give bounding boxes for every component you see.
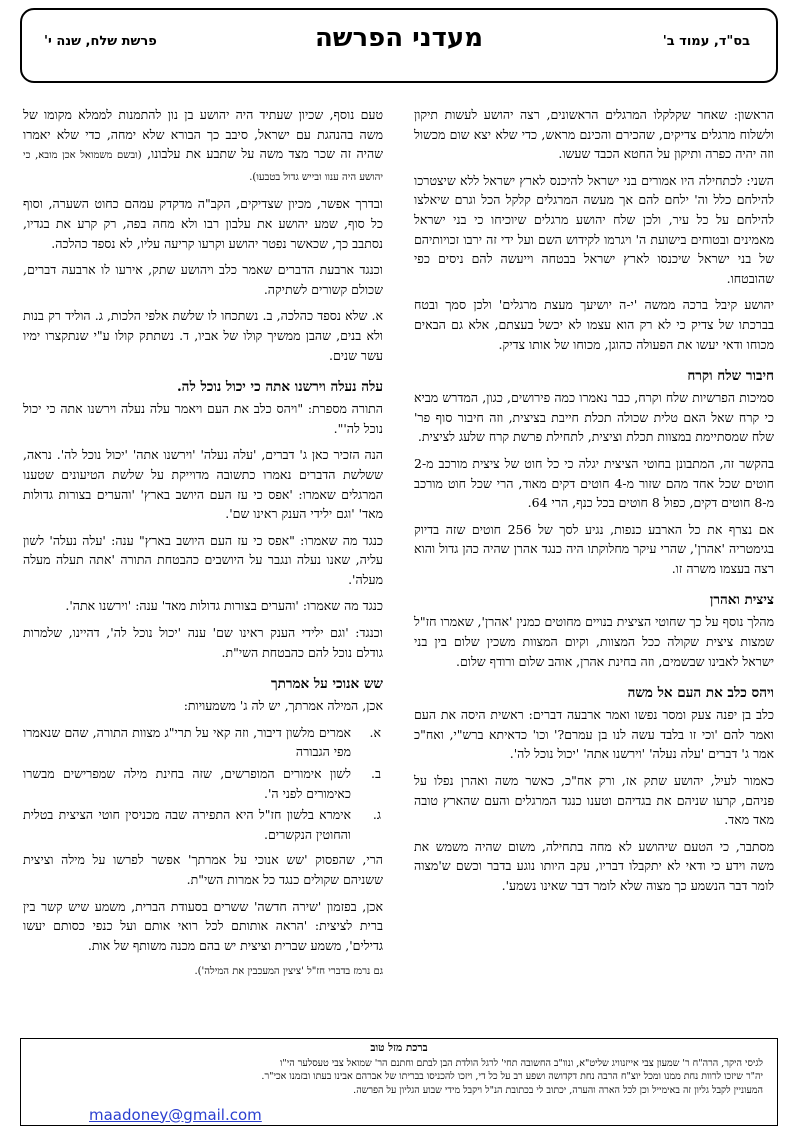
paragraph: אכן, בפזמון 'שירה חדשה' ששרים בסעודת הברית, משמע שיש קשר בין ברית לציצית: 'הראה אותותם לכל רואי אותם ועל כנפי כסותם יעשו גדילים', משמע שברית וציצית יש בהם מכנה משותף של אות. [23,898,383,953]
paragraph-note: גם נרמז בדברי חז"ל 'ציצין המעכבין את המילה'). [194,966,383,978]
section-heading: ציצית ואהרן [709,592,774,609]
paragraph: א. שלא נספד כהלכה, ב. נשתכחו לו שלשת אלפי הלכות, ג. הוליד רק בנות ולא בנים, שהבן ממשיך קולו של אביו, ד. נשתתק קולו ע"י שנתקצרו ימיו עשר שנים. [23,308,383,363]
paragraph: בהקשר זה, המתבונן בחוטי הציצית יגלה כי כל חוט של ציצית מורכב מ-2 חוטים שכל אחד מהם שזור מ-4 חוטים דקים מאוד, הרי שכל חוט מורכב מ-8 חוטים דקים, כפול 8 חוטים בכל כנף, הרי 64. [414,455,775,511]
section-heading: שש אנוכי על אמרתך [271,676,383,693]
section-heading: ויהס כלב את העם אל משה [627,685,774,702]
paragraph-note: (ובשם משמואל אכן מובא, כי יהושע היה ענוו ובייש גדול בטבעו). [23,150,383,183]
page-title: מעדני הפרשה [314,23,484,53]
paragraph: וכנגד: 'וגם ילידי הענק ראינו שם' ענה 'יכול נוכל לה', דהיינו, שלמרות גודלם נוכל להם כהבטחת השי"ת. [23,625,383,660]
paragraph: וכנגד ארבעת הדברים שאמר כלב ויהושע שתק, אירעו לו ארבעה דברים, שכולם קשורים לשתיקה. [23,262,383,297]
paragraph: ובדרך אפשר, מכיון שצדיקים, הקב"ה מדקדק עמהם כחוט השערה, וסוף כל סוף, שמע יהושע את עלבון רבו ולא מחה בפה, רק קרע את בגדיו, נסתבב כך, שכאשר נפטר יהושע וקרעו קריעה עליו, לא נספד כהלכה. [23,196,383,251]
list-item-text: לשון אימורים המופרשים, שזה בחינת מילה שמפרישים מבשרו כאימורים לפני ה'. [23,766,351,801]
left-column [23,105,383,989]
paragraph: הרי, שהפסוק 'שש אנוכי על אמרתך' אפשר לפרשו על מילה וציצית ששניהם שקולים כנגד כל אמרות השי"ת. [23,852,383,887]
subscription-note: המעוניין לקבל גליון זה באימייל וכן לכל הארה והערה, יכתוב לי בכתובת הנ"ל ויקבל מידי שבוע הגליון על הפרשה. [353,1084,763,1096]
list-item [23,764,381,803]
list-marker: א. [369,724,381,740]
meanings-list [23,723,383,845]
blessing-line: יה"ר שיזכו לרוות נחת ממנו ומכל יוצ"ח הרבה נחת דקדושה ושפע רב על כל די, ויזכו להכניסו בבריתו של אברהם אבינו בעתו ובזמנו אכי"ר. [261,1071,763,1082]
paragraph: סמיכות הפרשיות שלח וקרח, כבר נאמרו כמה פירושים, כגון, המדרש מביא כי קרח שאל האם טלית שכולה תכלת חייבת בציצית, וזה חיבור סוף פר' שלח שמסתיימת במצוות תכלת וציצית, לתחילת פרשת קרח שלעג לציצית. [414,390,774,445]
paragraph: כנגד מה שאמרו: 'והערים בצורות גדולות מאד' ענה: 'וירשנו אתה'. [65,598,383,614]
right-column [414,105,774,903]
page-header [20,8,778,83]
section-heading: עלה נעלה וירשנו אתה כי יכול נוכל לה. [176,379,383,396]
paragraph: הראשון: שאחר שקלקלו המרגלים הראשונים, רצה יהושע לעשות תיקון ולשלוח מרגלים צדיקים, שהכירם והכינם מראש, כדי שלא יצא שום מכשול וזה יהיה כפרה ותיקון על החטא הכבד שעשו. [414,107,774,162]
list-item [23,723,381,762]
paragraph: התורה מספרת: "ויהס כלב את העם ויאמר עלה נעלה וירשנו אתה כי יכול נוכל לה'". [23,401,383,436]
list-item-text: אימרא בלשון חז"ל היא התפירה שבה מכניסין חוטי הציצית בטלית והחוטין הנקשרים. [23,807,351,842]
list-item [23,805,381,844]
paragraph: כאמור לעיל, יהושע שתק אז, ורק אח"כ, כאשר משה ואהרן נפלו על פניהם, קרעו שניהם את בגדיהם וטענו כנגד המרגלים והעם שהארץ טובה מאד מאד. [414,773,774,828]
paragraph: יהושע קיבל ברכה ממשה 'י-ה יושיעך מעצת מרגלים' ולכן סמך ובטח בברכתו של צדיק כי לא רק הוא עצמו לא יכשל בעצתם, אלא גם הבאים מכוחו ודאי יעשו את הפעולה כהוגן, מכוחו של אותו צדיק. [414,297,774,352]
list-marker: ב. [371,766,381,782]
list-marker: ג. [372,807,381,823]
blessing-title: ברכת מזל טוב [370,1042,428,1054]
paragraph: השני: לכתחילה היו אמורים בני ישראל להיכנס לארץ ישראל ללא שיצטרכו להילחם כלל וה' ילחם להם אך מעשה המרגלים קלקל הכל וגרם שיאלצו להילחם על כל עיר, ולכן שלח יהושע מרגלים שיוכיחו כי בני ישראל מאמינים ובטוחים בישועת ה' ויגרמו לקידוש השם ועל ידי זה ירבו זכויותיהם של בני ישראל שיכנסו לארץ ישראל בבטחה וייעשה להם ניסים כפי שהובטחו. [414,172,774,286]
paragraph: כלב בן יפנה צעק ומסר נפשו ואמר ארבעה דברים: ראשית היסה את העם ואמר להם 'וכי זו בלבד עשה לנו בן עמרם?' וכו' כדאיתא ברש"י, ואח"כ אמר ג' דברים 'עלה נעלה' 'וירשנו אתה' 'יכול נוכל לה'. [414,707,774,762]
section-heading: חיבור שלח וקרח [687,368,774,385]
paragraph: הנה הזכיר כאן ג' דברים, 'עלה נעלה' 'וירשנו אתה' 'יכול נוכל לה'. נראה, ששלשת הדברים נאמרו כתשובה מדוייקת על שלשת הטיעונים שטענו המרגלים שאמרו: 'אפס כי עז העם היושב בארץ' 'והערים בצורות גדולות מאד' 'וגם ילידי הענק ראינו שם'. [23,447,383,522]
blessing-line: לגיסי היקר, הרה"ח ר' שמעון צבי אייזנוויג שליט"א, ונוו"ב החשובה תחי' לרגל הולדת הבן לבתם וחתנם הר' שמואל צבי טעסלער הי"ו [279,1057,763,1069]
paragraph [23,105,383,187]
email-link[interactable]: maadoney@gmail.com [89,1105,262,1124]
paragraph: כנגד מה שאמרו: "אפס כי עז העם היושב בארץ" ענה: 'עלה נעלה' לשון עליה, שאנו נעלה ונגבר על היושבים כהבטחת התורה 'אתה תעלה מעלה מעלה'. [23,532,383,587]
page-number: בס"ד, עמוד ב' [662,34,750,49]
paragraph: אם נצרף את כל הארבע כנפות, נגיע לסך של 256 חוטים שזה בדיוק בגימטריה 'אהרן', שהרי עיקר מחלוקתו היה כנגד אהרן שהיה כהן גדול והוא רצה בעצמו משרה זו. [414,521,774,576]
paragraph: מסתבר, כי הטעם שיהושע לא מחה בתחילה, משום שהיה משמש את משה וידע כי ודאי לא יתקבלו דבריו, עקב היותו נוגע בדבר וכשם ש'מצוה לומר דבר הנשמע כך מצוה שלא לומר דבר שאינו נשמע'. [414,838,774,893]
paragraph: מהלך נוסף על כך שחוטי הציצית בנויים מחוטים כמנין 'אהרן', שאמרו חז"ל שמצות ציצית שקולה ככל המצוות, וקיום המצוות משכין שלום בין בני ישראל לאבינו שבשמים, וזה בחינת אהרן, אוהב שלום ורודף שלום. [414,614,774,669]
list-item-text: אמרים מלשון דיבור, וזה קאי על תרי"ג מצוות התורה, שהם שנאמרו מפי הגבורה [23,724,351,760]
blessing-box [20,1038,778,1126]
paragraph-text: טעם נוסף, שכיון שעתיד היה יהושע בן נון להתמנות לממלא מקומו של משה בהנהגת עם ישראל, סיבב כך הבורא שלא ימחה, כדי שלא יאמרו שהיה זה שכר מצד משה על שתבע את עלבונו, [23,107,383,162]
paragraph: אכן, המילה אמרתך, יש לה ג' משמעויות: [183,698,383,714]
parsha-label: פרשת שלח, שנה י' [44,34,157,49]
